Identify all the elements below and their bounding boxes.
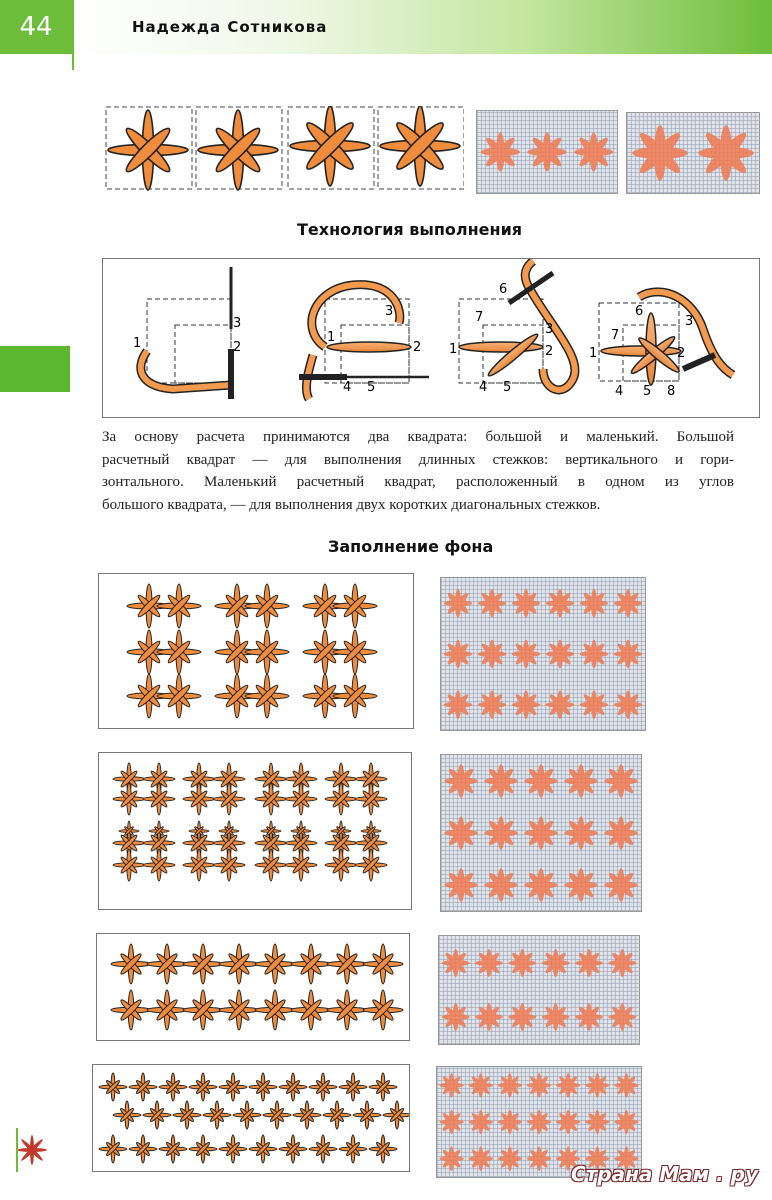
star-stitch — [183, 944, 223, 984]
star-stitch — [363, 990, 403, 1030]
star-stitch — [325, 849, 357, 881]
star-stitch — [159, 1135, 187, 1163]
embroidered-star — [546, 690, 575, 719]
diagram-number: 4 — [615, 384, 624, 399]
star-stitch — [339, 1073, 367, 1101]
diagram-number: 3 — [685, 314, 694, 329]
embroidered-star — [439, 1146, 463, 1170]
corner-star-ornament — [14, 1128, 50, 1172]
watermark: Страна Мам . ру — [571, 1162, 758, 1186]
star-stitch — [143, 1101, 171, 1129]
diagram-number: 7 — [475, 310, 484, 325]
star-stitch — [99, 1073, 127, 1101]
embroidered-star — [580, 589, 609, 618]
embroidered-star — [527, 1073, 551, 1097]
star-stitch — [157, 630, 201, 674]
star-stitch — [333, 584, 377, 628]
star-stitch — [147, 944, 187, 984]
star-stitch — [279, 1135, 307, 1163]
pattern-photo-3 — [438, 935, 640, 1045]
pattern-diagram-4 — [92, 1064, 410, 1172]
diagram-step-1 — [133, 267, 241, 399]
star-stitch — [355, 783, 387, 815]
embroidered-star — [498, 1146, 522, 1170]
embroidered-star — [604, 816, 638, 850]
star-stitch — [219, 1073, 247, 1101]
star-stitch — [219, 990, 259, 1030]
diagram-number: 6 — [635, 304, 644, 319]
ornament-star — [17, 1135, 47, 1165]
embroidered-star — [614, 690, 643, 719]
embroidered-star — [608, 1003, 636, 1031]
diagram-number: 8 — [667, 384, 676, 399]
star-stitch — [143, 849, 175, 881]
embroidered-star — [484, 816, 518, 850]
paragraph-line: расчетный квадрат — для выполнения длинных стежков: вертикального и гори- — [102, 451, 734, 468]
star-stitch — [219, 944, 259, 984]
star-stitch — [183, 990, 223, 1030]
star-stitch — [255, 944, 295, 984]
star-stitch — [255, 849, 287, 881]
diagram-step-3 — [449, 261, 575, 395]
star-stitch — [353, 1101, 381, 1129]
fabric-photo-sample-2 — [626, 112, 760, 194]
embroidered-star — [484, 868, 518, 902]
diagram-number: 2 — [545, 344, 554, 359]
embroidered-star — [527, 1146, 551, 1170]
embroidered-star — [439, 1073, 463, 1097]
embroidered-star — [574, 132, 613, 171]
diagram-number: 1 — [449, 342, 458, 357]
embroidered-star — [556, 1073, 580, 1097]
description-paragraph — [102, 426, 734, 516]
embroidered-star — [608, 949, 636, 977]
embroidered-star — [512, 589, 541, 618]
embroidered-star — [508, 1003, 536, 1031]
star-stitch — [108, 110, 188, 190]
header-divider — [72, 0, 74, 70]
embroidered-star — [524, 764, 558, 798]
embroidered-star — [512, 690, 541, 719]
embroidered-star — [698, 125, 753, 180]
embroidered-star — [478, 640, 507, 669]
pattern-photo-2 — [440, 754, 642, 912]
star-stitch — [291, 990, 331, 1030]
star-stitch — [113, 783, 145, 815]
embroidered-star — [478, 690, 507, 719]
embroidered-star — [442, 1003, 470, 1031]
embroidered-star — [484, 764, 518, 798]
embroidered-star — [546, 640, 575, 669]
star-stitch — [383, 1101, 409, 1129]
embroidered-star — [444, 764, 478, 798]
embroidered-star — [475, 1003, 503, 1031]
diagram-number: 3 — [233, 316, 242, 331]
star-stitch-samples — [104, 106, 464, 192]
star-stitch — [157, 584, 201, 628]
star-stitch — [129, 1135, 157, 1163]
star-stitch — [157, 674, 201, 718]
star-stitch — [111, 990, 151, 1030]
diagram-number: 5 — [503, 380, 512, 395]
diagram-step-2 — [299, 285, 429, 399]
page-header — [0, 0, 772, 54]
diagram-step-4 — [589, 292, 733, 399]
star-stitch — [198, 110, 278, 190]
fabric-photo-sample-1 — [476, 110, 618, 194]
diagram-number: 1 — [589, 346, 598, 361]
embroidered-star — [444, 640, 473, 669]
pattern-diagram-2 — [98, 752, 412, 910]
embroidered-star — [478, 589, 507, 618]
embroidered-star — [614, 1073, 638, 1097]
diagram-number: 2 — [677, 346, 686, 361]
star-stitch — [147, 990, 187, 1030]
star-stitch — [213, 849, 245, 881]
star-stitch — [189, 1073, 217, 1101]
embroidered-star — [575, 1003, 603, 1031]
embroidered-star — [512, 640, 541, 669]
star-stitch — [129, 1073, 157, 1101]
star-stitch — [333, 674, 377, 718]
author-name: Надежда Сотникова — [132, 18, 328, 36]
star-stitch — [380, 106, 460, 186]
diagram-number: 3 — [545, 322, 554, 337]
embroidered-star — [524, 816, 558, 850]
diagram-number: 2 — [233, 340, 242, 355]
star-stitch — [255, 990, 295, 1030]
star-stitch — [249, 1073, 277, 1101]
diagram-number: 7 — [611, 328, 620, 343]
embroidered-star — [585, 1110, 609, 1134]
diagram-number: 1 — [327, 330, 336, 345]
star-stitch — [245, 630, 289, 674]
star-stitch — [213, 783, 245, 815]
star-stitch — [291, 944, 331, 984]
star-stitch — [290, 106, 370, 186]
embroidered-star — [632, 125, 687, 180]
embroidered-star — [580, 640, 609, 669]
star-stitch — [293, 1101, 321, 1129]
embroidered-star — [564, 816, 598, 850]
embroidered-star — [498, 1110, 522, 1134]
star-stitch — [309, 1135, 337, 1163]
embroidered-star — [542, 949, 570, 977]
ornament-bar — [16, 1128, 18, 1172]
diagram-number: 5 — [643, 384, 652, 399]
embroidered-star — [585, 1073, 609, 1097]
embroidered-star — [468, 1110, 492, 1134]
embroidered-star — [442, 949, 470, 977]
page-number: 44 — [0, 0, 72, 54]
embroidered-star — [444, 690, 473, 719]
embroidered-star — [444, 868, 478, 902]
embroidered-star — [546, 589, 575, 618]
embroidered-star — [580, 690, 609, 719]
side-green-tab — [0, 346, 70, 392]
star-stitch — [363, 944, 403, 984]
star-stitch — [279, 1073, 307, 1101]
diagram-number: 2 — [413, 340, 422, 355]
embroidered-star — [614, 640, 643, 669]
embroidered-star — [508, 949, 536, 977]
embroidered-star — [475, 949, 503, 977]
diagram-number: 4 — [343, 380, 352, 395]
embroidered-star — [614, 589, 643, 618]
star-stitch — [263, 1101, 291, 1129]
star-stitch — [99, 1135, 127, 1163]
section-title-fill: Заполнение фона — [328, 537, 494, 556]
star-stitch — [369, 1135, 397, 1163]
embroidered-star — [444, 816, 478, 850]
embroidered-star — [527, 1110, 551, 1134]
embroidered-star — [468, 1073, 492, 1097]
star-stitch — [355, 849, 387, 881]
star-stitch — [327, 944, 367, 984]
star-stitch — [219, 1135, 247, 1163]
star-stitch — [111, 944, 151, 984]
pattern-photo-1 — [440, 577, 646, 731]
paragraph-line: За основу расчета принимаются два квадрата: большой и маленький. Большой — [102, 429, 734, 445]
embroidered-star — [468, 1146, 492, 1170]
star-stitch — [285, 783, 317, 815]
star-stitch — [113, 849, 145, 881]
star-stitch — [245, 674, 289, 718]
star-stitch — [323, 1101, 351, 1129]
star-stitch — [245, 584, 289, 628]
star-stitch — [325, 783, 357, 815]
section-title-technology: Технология выполнения — [297, 220, 523, 239]
embroidered-star — [527, 132, 566, 171]
star-stitch — [285, 849, 317, 881]
embroidered-star — [498, 1073, 522, 1097]
star-stitch — [183, 783, 215, 815]
embroidered-star — [575, 949, 603, 977]
embroidered-star — [604, 764, 638, 798]
paragraph-line: большого квадрата, — для выполнения двух коротких диагональных стежков. — [102, 496, 601, 513]
diagram-number: 5 — [367, 380, 376, 395]
star-stitch — [309, 1073, 337, 1101]
star-stitch — [203, 1101, 231, 1129]
star-stitch — [113, 1101, 141, 1129]
diagram-number: 6 — [499, 282, 508, 297]
pattern-diagram-3 — [96, 933, 410, 1041]
diagram-number: 1 — [133, 336, 142, 351]
star-stitch — [327, 990, 367, 1030]
star-stitch — [173, 1101, 201, 1129]
embroidered-star — [439, 1110, 463, 1134]
embroidered-star — [444, 589, 473, 618]
star-stitch — [369, 1073, 397, 1101]
diagram-number: 4 — [479, 380, 488, 395]
embroidered-star — [564, 764, 598, 798]
star-stitch — [233, 1101, 261, 1129]
technology-diagram — [102, 258, 760, 418]
star-stitch — [159, 1073, 187, 1101]
star-stitch — [249, 1135, 277, 1163]
embroidered-star — [481, 132, 520, 171]
star-stitch — [189, 1135, 217, 1163]
diagram-number: 3 — [385, 304, 394, 319]
embroidered-star — [524, 868, 558, 902]
star-stitch — [339, 1135, 367, 1163]
pattern-diagram-1 — [98, 573, 414, 729]
embroidered-star — [614, 1110, 638, 1134]
star-stitch — [183, 849, 215, 881]
star-stitch — [333, 630, 377, 674]
embroidered-star — [556, 1110, 580, 1134]
star-stitch — [255, 783, 287, 815]
embroidered-star — [604, 868, 638, 902]
star-stitch — [143, 783, 175, 815]
embroidered-star — [564, 868, 598, 902]
paragraph-line: зонтального. Маленький расчетный квадрат, расположенный в одном из углов — [102, 474, 734, 490]
embroidered-star — [542, 1003, 570, 1031]
